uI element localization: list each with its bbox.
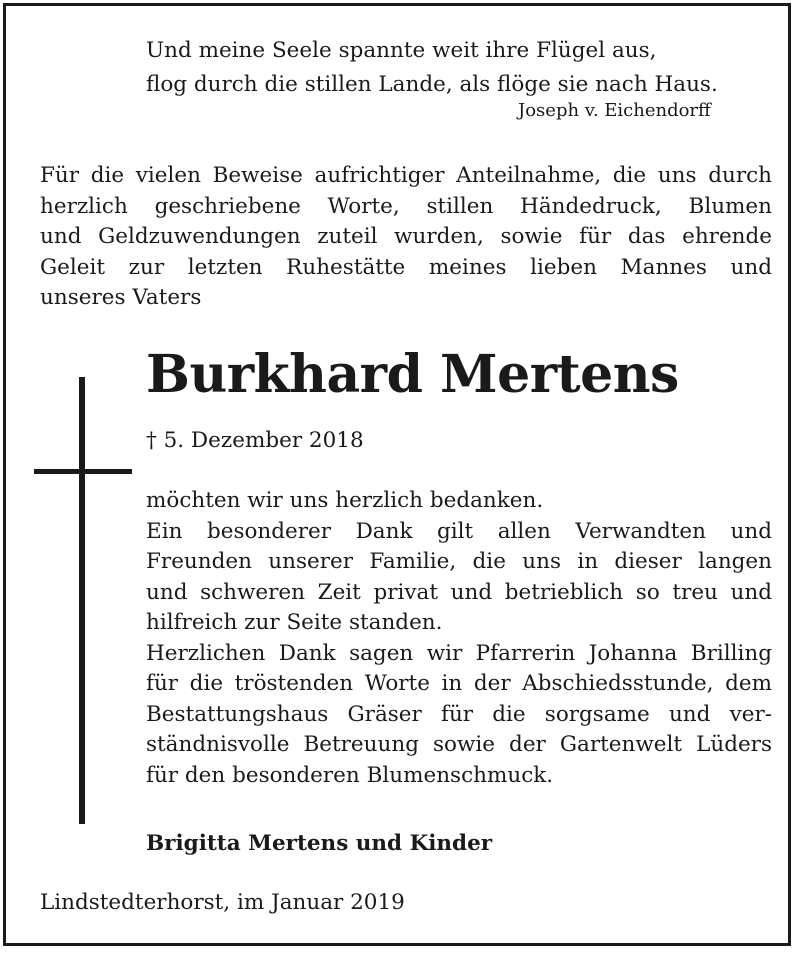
body-line: möchten wir uns herzlich bedanken. xyxy=(146,488,544,513)
signature: Brigitta Mertens und Kinder xyxy=(146,831,493,856)
place-date: Lindstedterhorst, im Januar 2019 xyxy=(40,890,405,915)
cross-icon-vertical xyxy=(79,377,85,824)
thanks-paragraph xyxy=(146,486,772,791)
body-line: für die tröstenden Worte in der Abschiedsstunde, dem xyxy=(146,671,772,696)
body-line: ständnisvolle Betreuung sowie der Gartenwelt Lüders xyxy=(146,732,772,757)
body-line: Bestattungshaus Gräser für die sorgsame und ver- xyxy=(146,701,772,727)
death-date: † 5. Dezember 2018 xyxy=(146,428,364,453)
intro-paragraph xyxy=(40,161,772,314)
body-line: Herzlichen Dank sagen wir Pfarrerin Johanna Brilling xyxy=(146,640,772,666)
body-line: Ein besonderer Dank gilt allen Verwandten und xyxy=(146,518,772,544)
intro-line: herzlich geschriebene Worte, stillen Händedruck, Blumen xyxy=(40,193,772,219)
notice-frame xyxy=(3,3,791,946)
poem-line: Und meine Seele spannte weit ihre Flügel aus, xyxy=(146,38,657,63)
body-line: hilfreich zur Seite standen. xyxy=(146,610,443,635)
intro-line: und Geldzuwendungen zuteil wurden, sowie für das ehrende xyxy=(40,224,772,249)
deceased-name: Burkhard Mertens xyxy=(146,344,679,405)
intro-line: unseres Vaters xyxy=(40,285,202,310)
body-line: und schweren Zeit privat und betrieblich so treu und xyxy=(146,579,772,605)
poem xyxy=(146,34,766,102)
body-line: Freunden unserer Familie, die uns in dieser langen xyxy=(146,549,772,574)
poem-author: Joseph v. Eichendorff xyxy=(518,100,711,121)
poem-line: flog durch die stillen Lande, als flöge sie nach Haus. xyxy=(146,72,718,97)
cross-icon-horizontal xyxy=(34,469,132,474)
intro-line: Für die vielen Beweise aufrichtiger Anteilnahme, die uns durch xyxy=(40,163,772,188)
body-line: für den besonderen Blumenschmuck. xyxy=(146,762,554,788)
intro-line: Geleit zur letzten Ruhestätte meines lieben Mannes und xyxy=(40,254,772,280)
